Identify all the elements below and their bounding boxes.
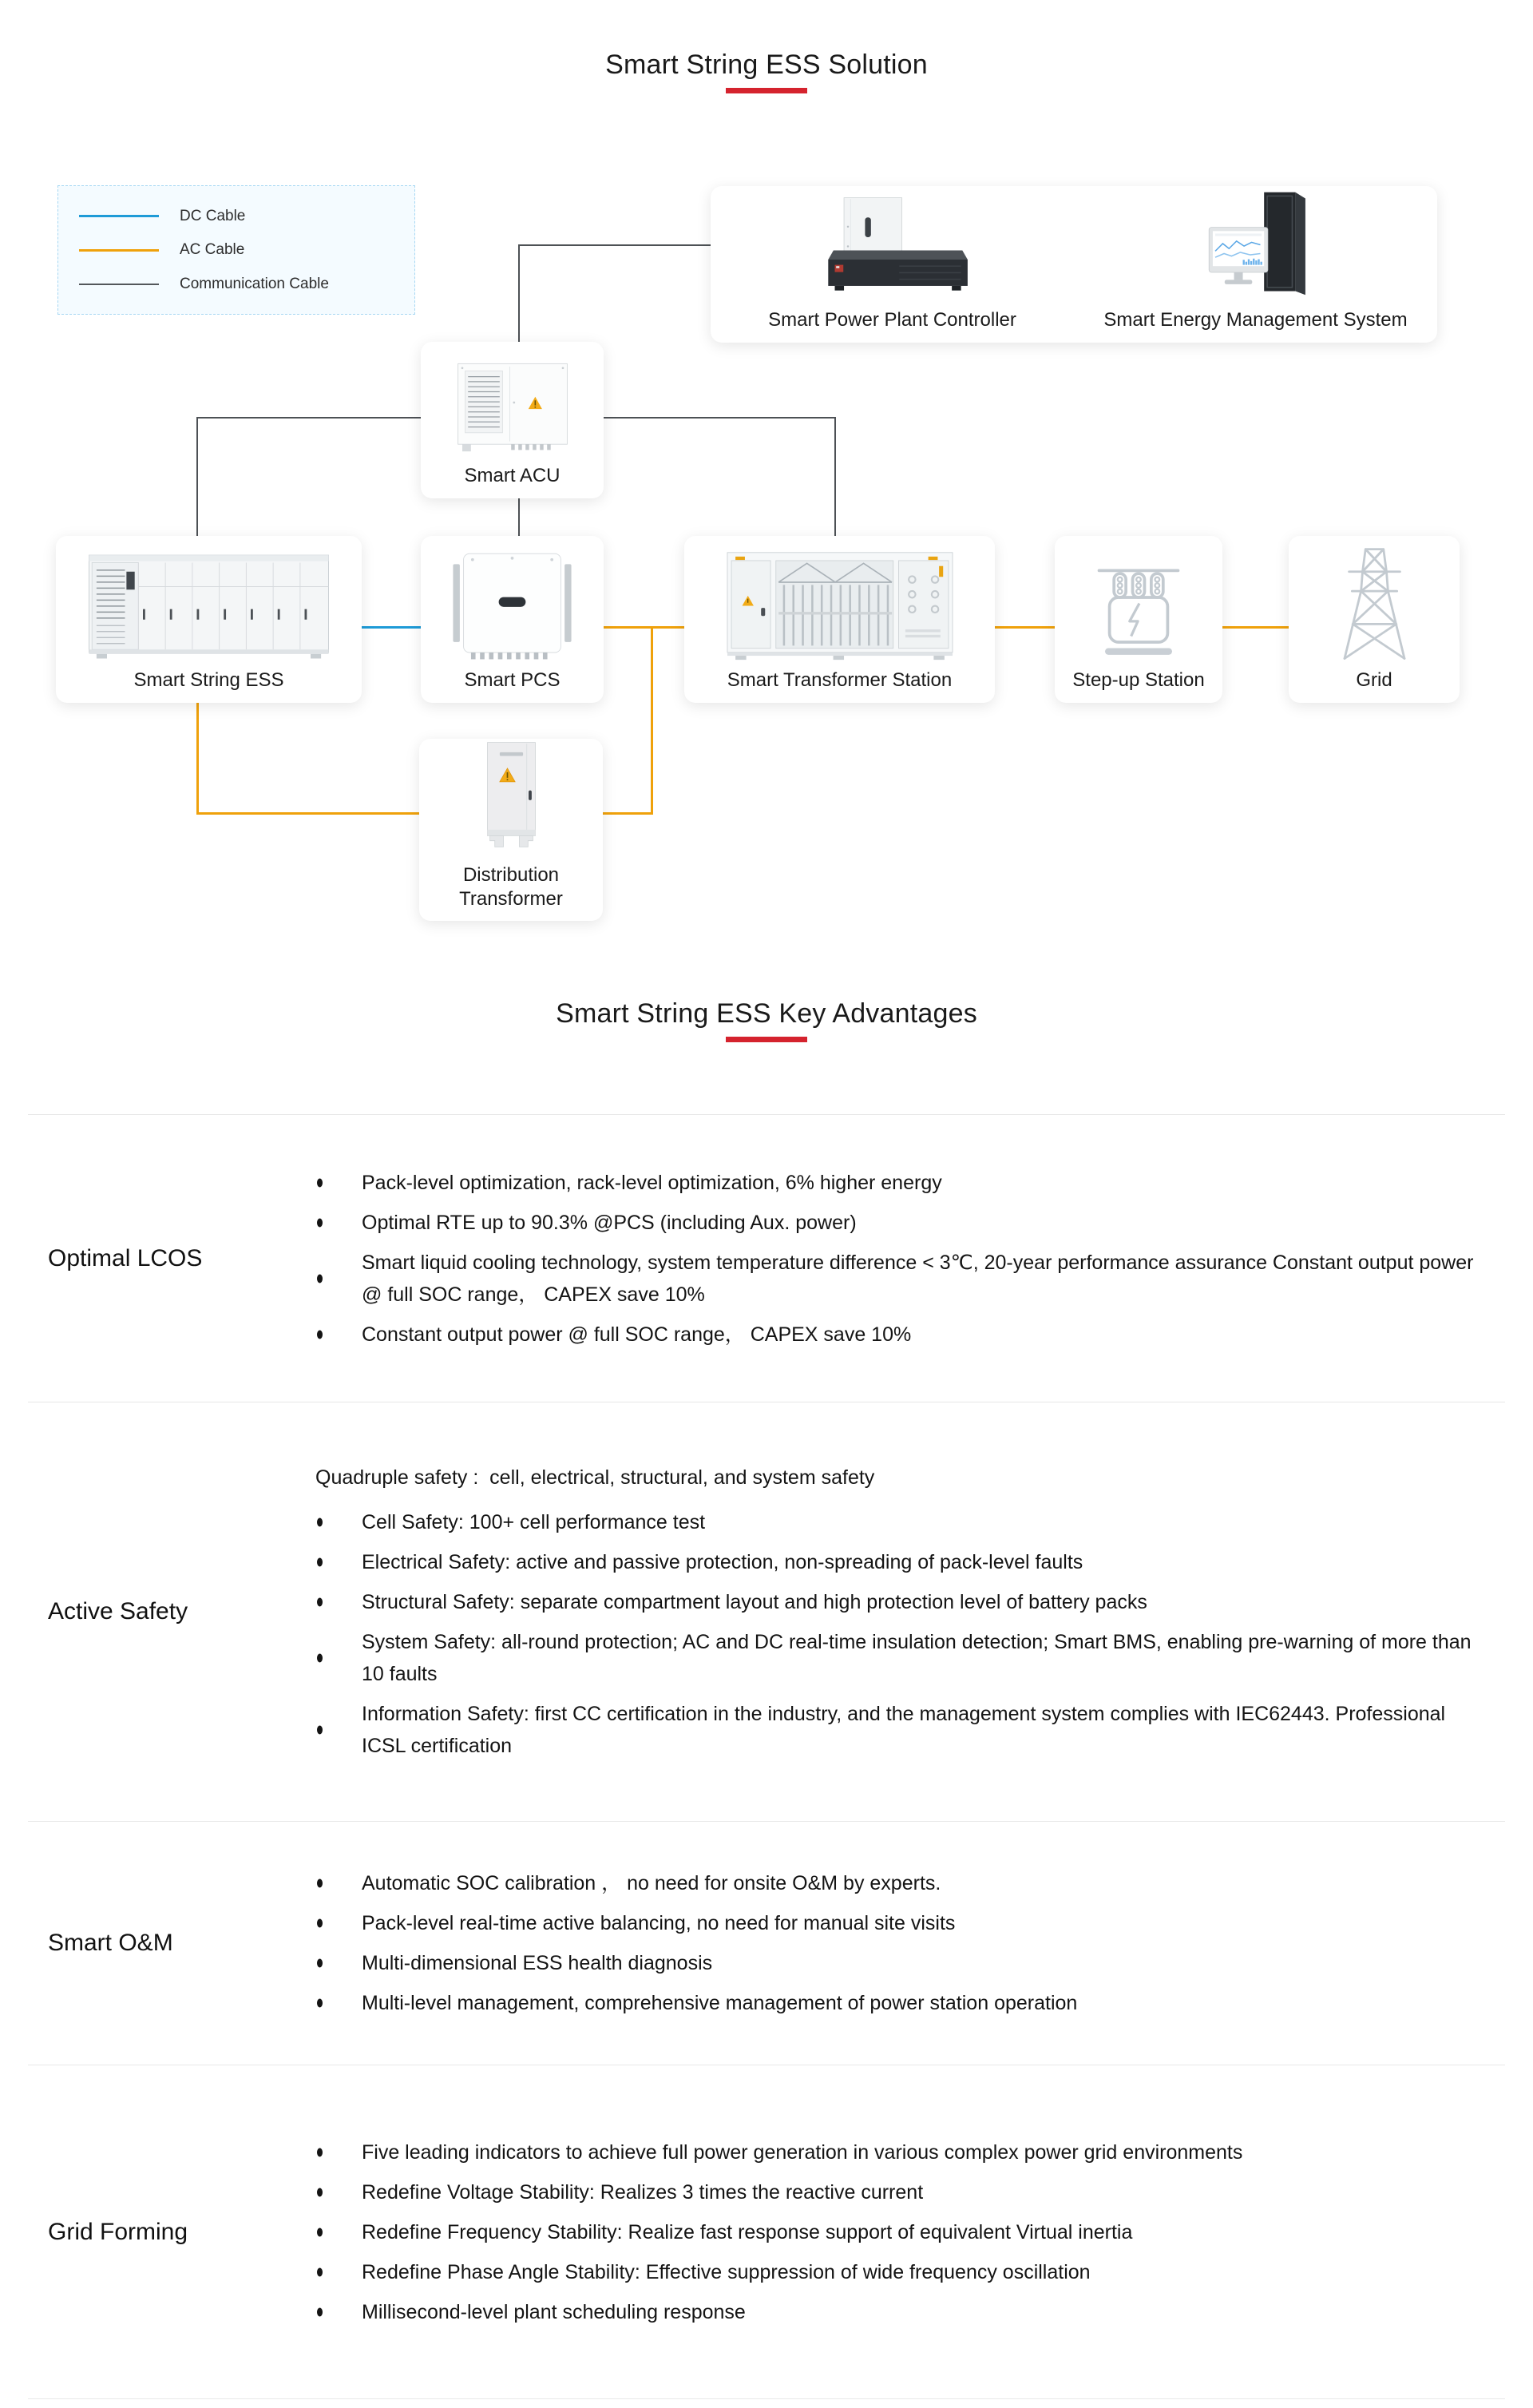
section-content bbox=[315, 2065, 1505, 2398]
node-smart-pcs bbox=[421, 536, 604, 703]
bullet-text: Millisecond-level plant scheduling response bbox=[362, 2300, 746, 2323]
bullet-text: Multi-dimensional ESS health diagnosis bbox=[362, 1952, 713, 1974]
page-title: Smart String ESS Solution bbox=[605, 50, 928, 80]
node-smart-string-ess bbox=[56, 536, 362, 703]
bullet-item bbox=[315, 1987, 1481, 2019]
bullet-item bbox=[315, 1586, 1481, 1618]
ac-line-to-dist-left bbox=[196, 812, 421, 815]
advantages-title-underline bbox=[726, 1037, 807, 1042]
section-label: Active Safety bbox=[48, 1598, 188, 1625]
comm-line-acu-to-ts-horizontal bbox=[602, 417, 836, 419]
legend-row-ac bbox=[79, 241, 414, 259]
bullet-text: Five leading indicators to achieve full power generation in various complex power grid environments bbox=[362, 2140, 1243, 2164]
ac-cable-line bbox=[79, 249, 159, 252]
ac-line-from-dist-right bbox=[601, 812, 653, 815]
node-label: Smart Energy Management System bbox=[1103, 309, 1408, 331]
bullet-text: Information Safety: first CC certification in the industry, and the management system complies with IEC62443. Professional ICSL certification bbox=[362, 1703, 1452, 1757]
bullet-dot bbox=[317, 1558, 323, 1567]
section-content bbox=[315, 1115, 1505, 1402]
bullet-text: Smart liquid cooling technology, system temperature difference < 3℃, 20-year performance assurance Constant output power @ full SOC range， CAPEX save 10% bbox=[362, 1251, 1480, 1306]
node-smart-energy-management-system bbox=[1074, 186, 1437, 343]
bullet-dot bbox=[317, 2267, 323, 2276]
legend bbox=[57, 185, 415, 315]
comm-line-acu-to-ts-vertical bbox=[834, 417, 836, 538]
bullet-text: Redefine Frequency Stability: Realize fast response support of equivalent Virtual inertia bbox=[362, 2220, 1133, 2243]
node-label: Smart ACU bbox=[464, 465, 561, 486]
bullet-text: Optimal RTE up to 90.3% @PCS (including Aux. power) bbox=[362, 1211, 857, 1234]
bullet-dot bbox=[317, 1879, 323, 1888]
bullet-dot bbox=[317, 1919, 323, 1928]
bullet-dot bbox=[317, 1518, 323, 1527]
step-up-transformer-icon bbox=[1090, 553, 1187, 664]
legend-label: AC Cable bbox=[180, 241, 245, 258]
ac-line-pcs-to-ts bbox=[602, 626, 686, 629]
bullet-dot bbox=[317, 1274, 323, 1283]
comm-line-acu-to-pcs bbox=[518, 497, 520, 538]
bullet-dot bbox=[317, 1999, 323, 2008]
node-distribution-transformer bbox=[419, 739, 603, 921]
ac-line-stepup-to-grid bbox=[1221, 626, 1290, 629]
ac-line-ess-down bbox=[196, 701, 199, 815]
bullet-dot bbox=[317, 1598, 323, 1607]
ac-line-ts-to-stepup bbox=[993, 626, 1056, 629]
advantages-table bbox=[28, 1114, 1505, 2399]
bullet-item bbox=[315, 1207, 1481, 1239]
energy-management-system-image bbox=[1176, 188, 1336, 304]
distribution-transformer-image bbox=[458, 739, 565, 859]
dc-line-ess-to-pcs bbox=[362, 626, 422, 629]
bullet-text: Constant output power @ full SOC range， CAPEX save 10% bbox=[362, 1323, 912, 1346]
node-label: Smart Transformer Station bbox=[727, 669, 953, 691]
ac-line-dist-riser bbox=[651, 626, 653, 815]
node-label: Smart Power Plant Controller bbox=[768, 309, 1016, 331]
communication-cable-line bbox=[79, 284, 159, 285]
node-label: Grid bbox=[1356, 669, 1392, 691]
bullet-dot bbox=[317, 2148, 323, 2156]
section-grid-forming bbox=[28, 2065, 1505, 2399]
node-smart-transformer-station bbox=[684, 536, 995, 703]
bullet-item bbox=[315, 1698, 1481, 1762]
legend-label: DC Cable bbox=[180, 207, 246, 224]
section-content bbox=[315, 1822, 1505, 2065]
bullet-dot bbox=[317, 2188, 323, 2196]
section-optimal-lcos bbox=[28, 1114, 1505, 1402]
bullet-dot bbox=[317, 1178, 323, 1187]
bullet-dot bbox=[317, 1218, 323, 1227]
acu-image bbox=[441, 359, 584, 460]
power-plant-controller-image bbox=[793, 192, 992, 304]
bullet-text: Cell Safety: 100+ cell performance test bbox=[362, 1511, 706, 1533]
bullet-item bbox=[315, 1319, 1481, 1351]
bullet-dot bbox=[317, 1959, 323, 1968]
bullet-item bbox=[315, 1867, 1481, 1899]
bullet-text: Redefine Phase Angle Stability: Effective suppression of wide frequency oscillation bbox=[362, 2260, 1091, 2283]
node-smart-power-plant-controller bbox=[711, 186, 1074, 343]
comm-line-acu-to-controller-vertical bbox=[518, 244, 520, 343]
bullet-text: System Safety: all-round protection; AC and DC real-time insulation detection; Smart BMS, enabling pre-warning of more than 10 faults bbox=[362, 1631, 1477, 1685]
section-active-safety bbox=[28, 1402, 1505, 1821]
bullet-dot bbox=[317, 2307, 323, 2316]
bullet-item bbox=[315, 2216, 1481, 2248]
section-content bbox=[315, 1402, 1505, 1821]
legend-row-dc bbox=[79, 208, 414, 225]
node-label: Distribution Transformer bbox=[459, 864, 563, 910]
comm-line-acu-to-ess-vertical bbox=[196, 417, 198, 538]
pcs-inverter-image bbox=[446, 545, 578, 664]
advantages-title: Smart String ESS Key Advantages bbox=[556, 998, 977, 1029]
bullet-dot bbox=[317, 1654, 323, 1663]
section-label: Grid Forming bbox=[48, 2218, 188, 2245]
bullet-text: Structural Safety: separate compartment layout and high protection level of battery packs bbox=[362, 1591, 1147, 1613]
battery-container-image bbox=[75, 545, 343, 664]
bullet-item bbox=[315, 1546, 1481, 1578]
comm-line-acu-to-ess-horizontal bbox=[197, 417, 422, 419]
node-label: Smart String ESS bbox=[133, 669, 284, 691]
node-label: Step-up Station bbox=[1072, 669, 1205, 691]
bullet-dot bbox=[317, 1330, 323, 1339]
bullet-item bbox=[315, 2256, 1481, 2288]
bullet-text: Electrical Safety: active and passive protection, non-spreading of pack-level faults bbox=[362, 1551, 1083, 1573]
section-label: Optimal LCOS bbox=[48, 1244, 203, 1271]
bullet-item bbox=[315, 1167, 1481, 1199]
node-step-up-station bbox=[1055, 536, 1222, 703]
bullet-item bbox=[315, 1506, 1481, 1538]
legend-row-comm bbox=[79, 276, 414, 293]
bullet-dot bbox=[317, 1726, 323, 1735]
section-label: Smart O&M bbox=[48, 1930, 173, 1956]
node-smart-acu bbox=[421, 342, 604, 498]
advantages-header bbox=[0, 998, 1533, 1042]
transmission-tower-icon bbox=[1329, 545, 1420, 664]
bullet-item bbox=[315, 2176, 1481, 2208]
title-underline bbox=[726, 88, 807, 93]
node-controller-and-ems bbox=[711, 186, 1437, 343]
page-header bbox=[0, 50, 1533, 93]
dc-cable-line bbox=[79, 215, 159, 217]
comm-line-acu-to-controller-horizontal bbox=[518, 244, 712, 246]
bullet-text: Pack-level real-time active balancing, no need for manual site visits bbox=[362, 1912, 956, 1934]
transformer-station-image bbox=[704, 543, 976, 664]
bullet-item bbox=[315, 2136, 1481, 2168]
bullet-text: Pack-level optimization, rack-level optimization, 6% higher energy bbox=[362, 1171, 942, 1194]
node-label: Smart PCS bbox=[464, 669, 561, 691]
bullet-item bbox=[315, 1626, 1481, 1690]
section-smart-om bbox=[28, 1821, 1505, 2065]
bullet-text: Automatic SOC calibration ， no need for onsite O&M by experts. bbox=[362, 1872, 941, 1894]
safety-intro: Quadruple safety : cell, electrical, structural, and system safety bbox=[315, 1466, 875, 1489]
bullet-dot bbox=[317, 2227, 323, 2236]
bullet-item bbox=[315, 2296, 1481, 2328]
bullet-item bbox=[315, 1947, 1481, 1979]
node-grid bbox=[1289, 536, 1460, 703]
bullet-text: Redefine Voltage Stability: Realizes 3 times the reactive current bbox=[362, 2180, 924, 2204]
bullet-item bbox=[315, 1907, 1481, 1939]
bullet-text: Multi-level management, comprehensive management of power station operation bbox=[362, 1992, 1078, 2014]
legend-label: Communication Cable bbox=[180, 275, 329, 292]
bullet-item bbox=[315, 1247, 1481, 1311]
